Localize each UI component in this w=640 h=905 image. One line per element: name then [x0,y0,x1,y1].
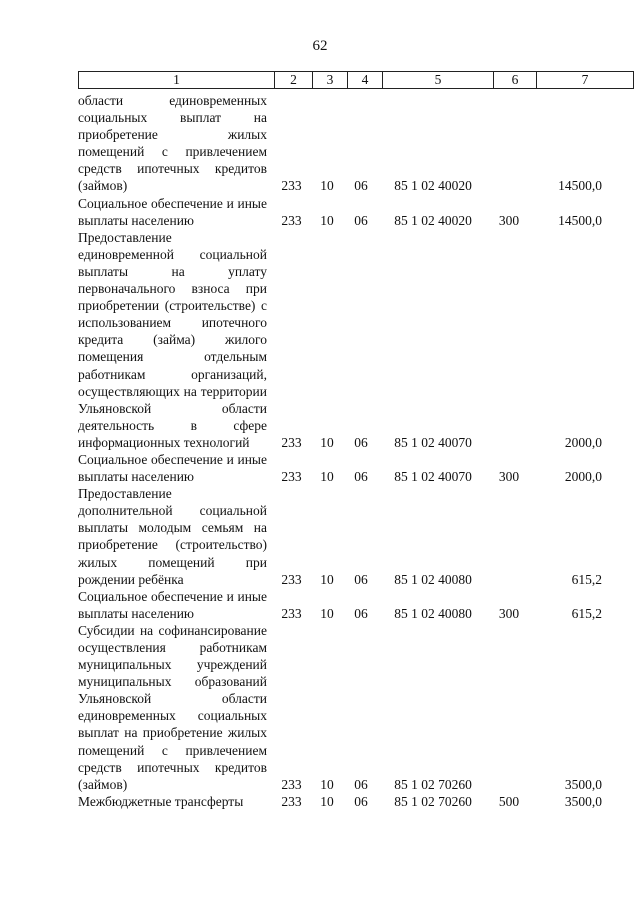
row-amount: 14500,0 [558,212,602,228]
row-amount: 14500,0 [558,178,602,194]
row-section-code: 10 [320,605,334,621]
row-section-code: 10 [320,793,334,809]
row-name: Предоставление единовременной социальной выплаты на уплату первоначального взноса при приобретении (строительстве) с использованием ипотечного кредита (займа) жилого помещения отдельным работникам организаций, осуществляющих на территории Ульяновской области деятельность в сфере информационных технологий [78,229,267,450]
row-amount: 3500,0 [564,776,602,792]
row-name: Субсидии на софинансирование осуществления работникам муниципальных учреждений муниципальных образований Ульяновской области единовременных социальных выплат на приобретение жилых помещений с привлечением средств ипотечных кредитов (займов) [78,622,267,792]
row-target-code: 85 1 02 40070 [394,434,472,450]
row-section-code: 10 [320,776,334,792]
row-section-code: 10 [320,469,334,485]
column-header-1: 1 [79,72,275,89]
table-row [78,229,608,451]
row-name: Социальное обеспечение и иные выплаты населению [78,451,267,485]
column-header-row [79,72,634,89]
row-target-code: 85 1 02 40080 [394,571,472,587]
row-target-code: 85 1 02 70260 [394,776,472,792]
row-ministry-code: 233 [281,212,302,228]
row-ministry-code: 233 [281,776,302,792]
row-name: Социальное обеспечение и иные выплаты населению [78,588,267,621]
column-header-4: 4 [348,72,383,89]
row-amount: 2000,0 [564,434,602,450]
row-ministry-code: 233 [281,793,302,809]
column-header-3: 3 [313,72,348,89]
row-expense-type: 500 [498,793,520,809]
table-row [78,451,608,485]
row-amount: 3500,0 [564,793,602,809]
row-section-code: 10 [320,434,334,450]
column-header-table [78,71,634,89]
page-number: 62 [312,38,328,54]
budget-table-body [78,92,608,810]
row-ministry-code: 233 [281,605,302,621]
row-subsection-code: 06 [354,469,368,485]
column-header-2: 2 [275,72,313,89]
table-row [78,588,608,622]
row-subsection-code: 06 [354,793,368,809]
row-section-code: 10 [320,178,334,194]
row-subsection-code: 06 [354,571,368,587]
row-section-code: 10 [320,571,334,587]
table-row [78,195,608,229]
column-header-6: 6 [494,72,537,89]
row-subsection-code: 06 [354,605,368,621]
row-subsection-code: 06 [354,776,368,792]
row-subsection-code: 06 [354,178,368,194]
row-name: Предоставление дополнительной социальной выплаты молодым семьям на приобретение (строительство) жилых помещений при рождении ребёнка [78,486,267,587]
row-ministry-code: 233 [281,571,302,587]
table-row [78,622,608,793]
table-row [78,485,608,588]
column-header-5: 5 [383,72,494,89]
row-expense-type: 300 [498,605,520,621]
row-amount: 2000,0 [564,469,602,485]
row-ministry-code: 233 [281,469,302,485]
row-target-code: 85 1 02 40020 [394,212,472,228]
row-name: Социальное обеспечение и иные выплаты населению [78,195,267,228]
column-header-7: 7 [537,72,634,89]
row-expense-type: 300 [498,212,520,228]
row-name: Межбюджетные трансферты [78,793,244,809]
row-amount: 615,2 [571,571,602,587]
row-amount: 615,2 [571,605,602,621]
row-name: области единовременных социальных выплат на приобретение жилых помещений с привлечением средств ипотечных кредитов (займов) [78,93,267,194]
table-row [78,92,608,195]
row-subsection-code: 06 [354,434,368,450]
row-section-code: 10 [320,212,334,228]
row-ministry-code: 233 [281,434,302,450]
row-target-code: 85 1 02 70260 [394,793,472,809]
row-target-code: 85 1 02 40080 [394,605,472,621]
row-subsection-code: 06 [354,212,368,228]
row-expense-type: 300 [498,469,520,485]
table-row [78,793,608,810]
row-target-code: 85 1 02 40070 [394,469,472,485]
row-ministry-code: 233 [281,178,302,194]
row-target-code: 85 1 02 40020 [394,178,472,194]
